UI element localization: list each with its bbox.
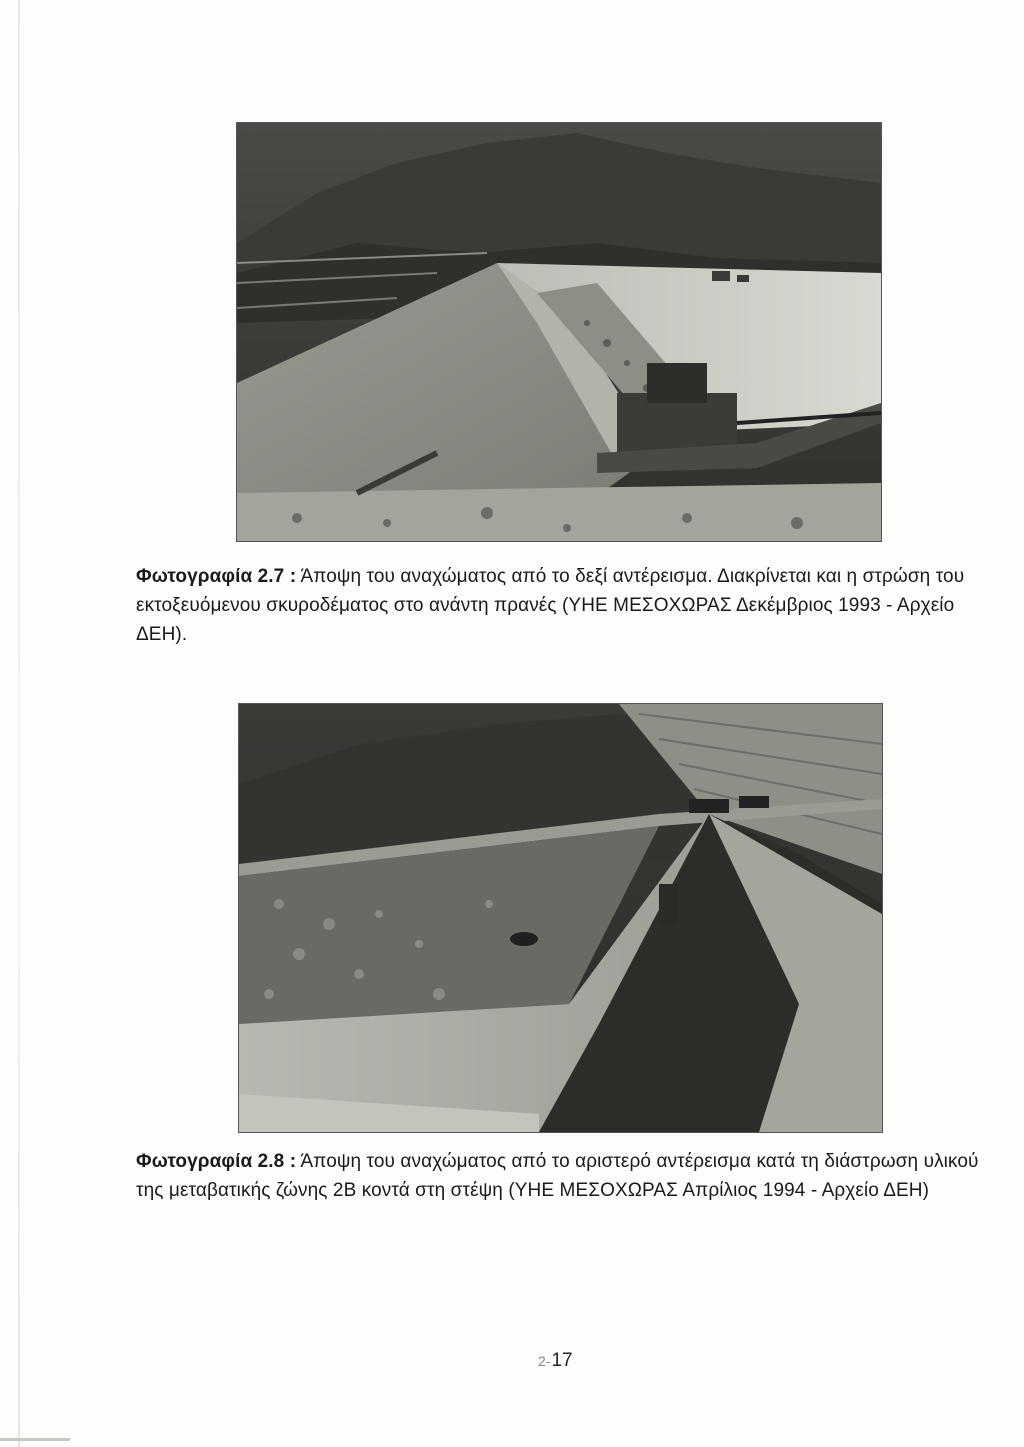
figure-label: Φωτογραφία 2.7 :: [136, 566, 297, 587]
figure-caption-text: Άποψη του αναχώματος από το δεξί αντέρεισμα. Διακρίνεται και η στρώση του εκτοξευόμενου σκυροδέματος στο ανάντη πρανές (ΥΗΕ ΜΕΣΟΧΩΡΑΣ Δεκέμβριος 1993 - Αρχείο ΔΕΗ).: [136, 566, 965, 645]
figure-caption-2-8: [136, 1147, 981, 1205]
photo-dam-left-abutment-image: [239, 704, 882, 1132]
page-number-prefix: 2-: [538, 1353, 551, 1369]
figure-label: Φωτογραφία 2.8 :: [136, 1151, 297, 1172]
scan-edge-mark: [0, 1438, 70, 1441]
figure-caption-text: Άποψη του αναχώματος από το αριστερό αντέρεισμα κατά τη διάστρωση υλικού της μεταβατικής ζώνης 2Β κοντά στη στέψη (ΥΗΕ ΜΕΣΟΧΩΡΑΣ Απρίλιος 1994 - Αρχείο ΔΕΗ): [136, 1151, 979, 1201]
photo-dam-left-abutment: [238, 703, 883, 1133]
photo-dam-right-abutment: [236, 122, 882, 542]
page-number-value: 17: [551, 1350, 573, 1371]
figure-caption-2-7: [136, 562, 976, 649]
page-number: [538, 1350, 573, 1372]
scan-edge: [18, 0, 20, 1447]
photo-dam-right-abutment-image: [237, 123, 881, 541]
